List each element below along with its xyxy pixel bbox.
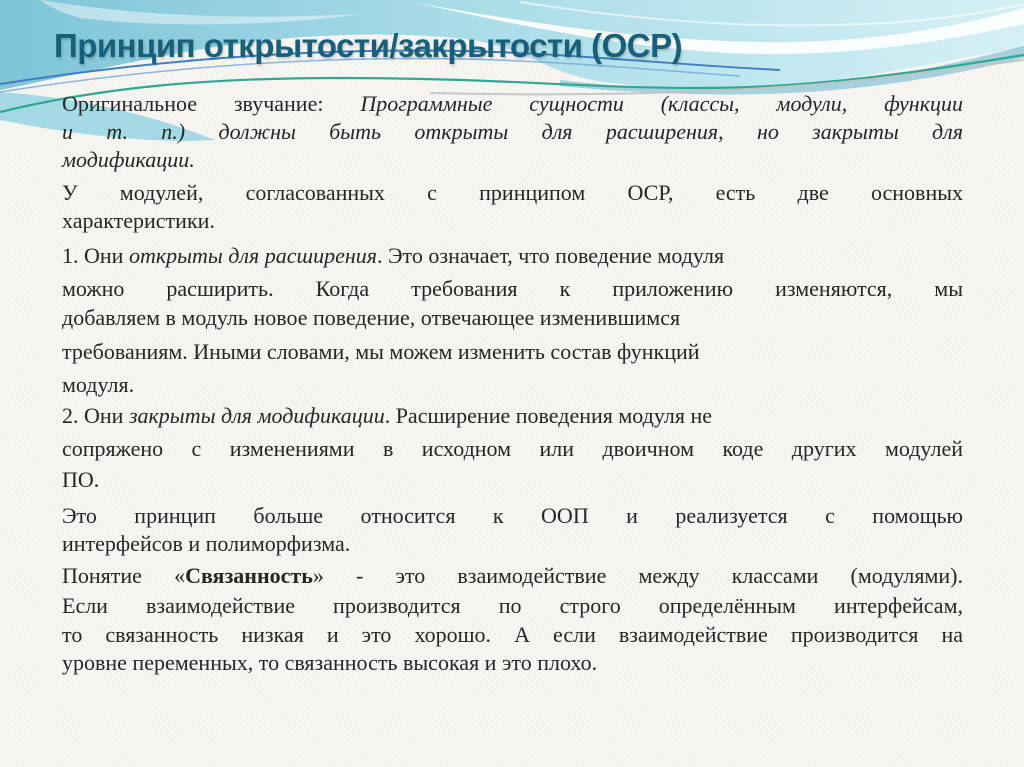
text-segment: добавляем в модуль новое поведение, отвечающее изменившимся [62, 305, 681, 330]
text-segment: то связанность низкая и это хорошо. А если взаимодействие производится на [62, 622, 963, 647]
text-segment: модификации. [62, 147, 195, 172]
text-line [62, 502, 963, 530]
text-line [62, 207, 963, 235]
text-line [62, 275, 963, 303]
text-line [62, 242, 963, 270]
text-line [62, 649, 963, 677]
text-line [62, 371, 963, 399]
text-segment: Это принцип больше относится к ООП и реализуется с помощью [62, 503, 963, 528]
text-segment: 1. Они [62, 243, 129, 268]
text-line [62, 562, 963, 590]
text-line [62, 592, 963, 620]
text-line [62, 338, 963, 366]
text-segment: Если взаимодействие производится по строго определённым интерфейсам, [62, 593, 963, 618]
text-segment: . Это означает, что поведение модуля [377, 243, 725, 268]
text-segment: можно расширить. Когда требования к приложению изменяются, мы [62, 276, 963, 301]
text-segment: требованиям. Иными словами, мы можем изменить состав функций [62, 339, 700, 364]
text-line [62, 179, 963, 207]
text-segment: Оригинальное звучание: [62, 91, 361, 116]
text-segment: уровне переменных, то связанность высокая и это плохо. [62, 650, 598, 675]
text-segment: закрыты для модификации [128, 403, 385, 428]
text-segment: открыты для расширения [128, 243, 378, 268]
text-segment: Программные сущности (классы, модули, функции [360, 91, 963, 116]
text-segment: ПО. [62, 467, 100, 492]
slide-body [62, 90, 963, 677]
text-segment: 2. Они [62, 403, 129, 428]
text-line [62, 530, 963, 558]
text-line [62, 118, 963, 146]
text-segment: Связанность [185, 563, 313, 588]
text-segment: » - это взаимодействие между классами (модулями). [312, 563, 963, 588]
text-line [62, 402, 963, 430]
text-segment: . Расширение поведения модуля не [384, 403, 713, 428]
text-line [62, 90, 963, 118]
text-segment: интерфейсов и полиморфизма. [62, 531, 351, 556]
text-segment: и т. п.) должны быть открыты для расширения, но закрыты для [62, 119, 963, 144]
text-segment: характеристики. [62, 208, 215, 233]
text-segment: модуля. [62, 372, 135, 397]
text-line [62, 146, 963, 174]
text-line [62, 304, 963, 332]
text-line [62, 621, 963, 649]
slide-title: Принцип открытости/закрытости (ОСР) [54, 27, 683, 64]
text-line [62, 466, 963, 494]
text-segment: Понятие « [62, 563, 186, 588]
text-line [62, 435, 963, 463]
text-segment: сопряжено с изменениями в исходном или двоичном коде других модулей [62, 436, 963, 461]
text-segment: У модулей, согласованных с принципом ОСР, есть две основных [62, 180, 963, 205]
